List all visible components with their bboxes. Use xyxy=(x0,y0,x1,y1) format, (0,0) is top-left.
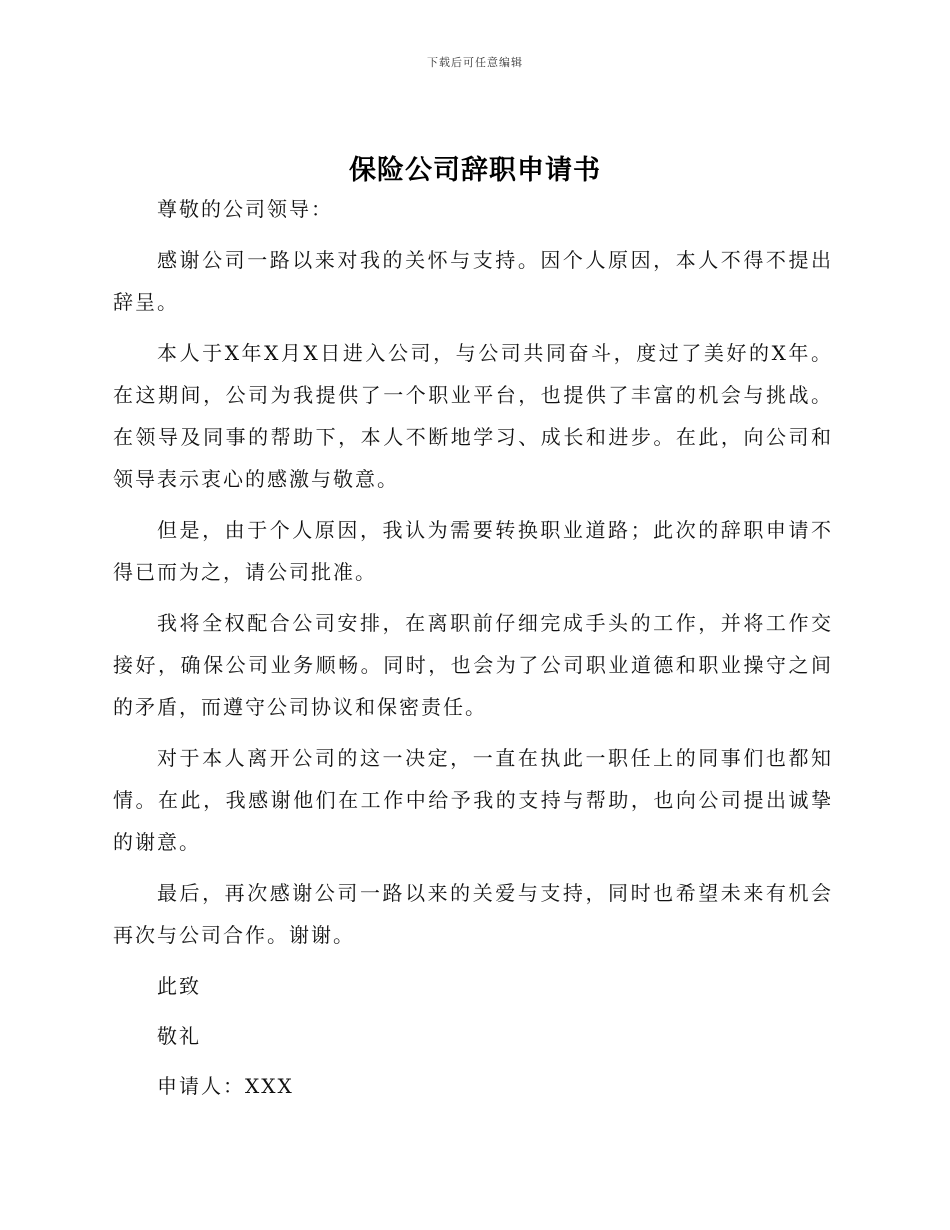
closing-jingli: 敬礼 xyxy=(157,1024,201,1048)
closing-cizhi: 此致 xyxy=(157,974,201,998)
signature-line: 申请人：XXX xyxy=(157,1074,294,1098)
salutation: 尊敬的公司领导： xyxy=(157,197,333,221)
document-body xyxy=(113,188,833,1107)
paragraph-reason: 但是，由于个人原因，我认为需要转换职业道路；此次的辞职申请不得已而为之，请公司批准。 xyxy=(113,518,833,584)
document-title: 保险公司辞职申请书 xyxy=(349,155,601,186)
paragraph-thanks: 感谢公司一路以来对我的关怀与支持。因个人原因，本人不得不提出辞呈。 xyxy=(113,248,833,314)
paragraph-final-thanks: 最后，再次感谢公司一路以来的关爱与支持，同时也希望未来有机会再次与公司合作。谢谢。 xyxy=(113,881,833,947)
paragraph-handover: 我将全权配合公司安排，在离职前仔细完成手头的工作，并将工作交接好，确保公司业务顺畅。同时，也会为了公司职业道德和职业操守之间的矛盾，而遵守公司协议和保密责任。 xyxy=(113,611,833,719)
paragraph-colleagues: 对于本人离开公司的这一决定，一直在执此一职任上的同事们也都知情。在此，我感谢他们在工作中给予我的支持与帮助，也向公司提出诚挚的谢意。 xyxy=(113,746,833,854)
page-header-note: 下载后可任意编辑 xyxy=(427,56,523,69)
paragraph-career-history: 本人于X年X月X日进入公司，与公司共同奋斗，度过了美好的X年。在这期间，公司为我提供了一个职业平台，也提供了丰富的机会与挑战。在领导及同事的帮助下，本人不断地学习、成长和进步。在此，向公司和领导表示衷心的感激与敬意。 xyxy=(113,341,833,491)
